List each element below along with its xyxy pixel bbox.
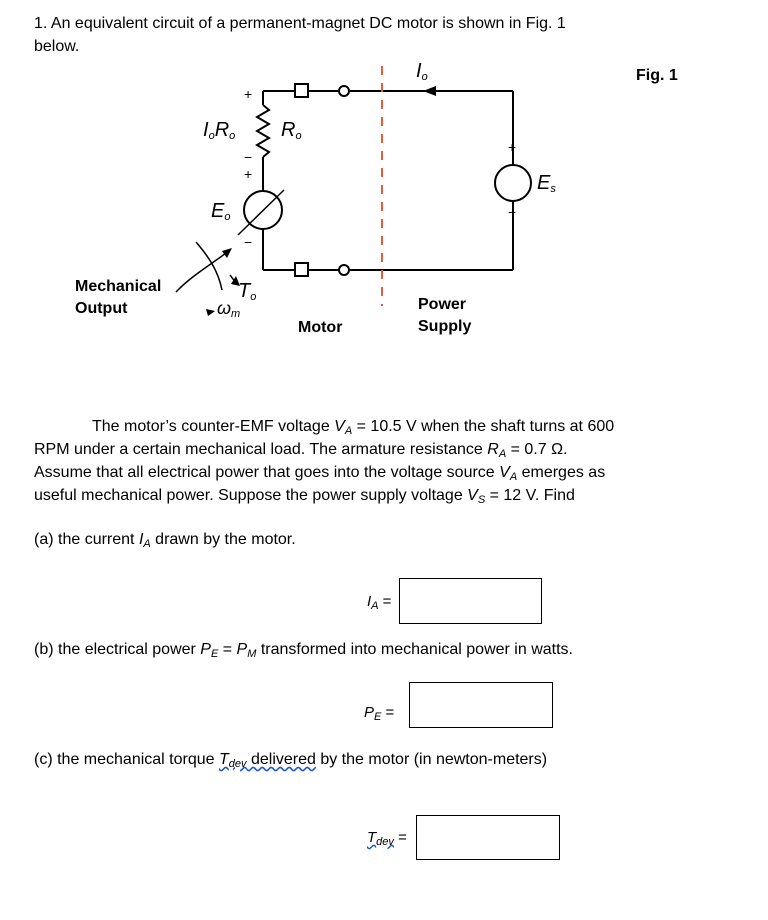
current-io-label: $I_o$ bbox=[416, 60, 428, 83]
fig-label: Fig. 1 bbox=[636, 67, 678, 84]
body-line-1: The motor’s counter-EMF voltage $V_A = 10.5$ V when the shaft turns at 600 bbox=[92, 418, 615, 437]
answer-a-label: $I_A$ = bbox=[367, 593, 392, 612]
answer-b-label: $P_E$ = bbox=[364, 704, 395, 723]
question-line-2: below. bbox=[34, 38, 80, 55]
resistor-ro bbox=[257, 105, 269, 157]
to-label: $T_o$ bbox=[238, 280, 257, 303]
ioro-label: $I_oR_o$ bbox=[203, 119, 236, 142]
current-arrow-icon bbox=[423, 86, 436, 96]
wm-label: $\omega_m$ bbox=[217, 298, 241, 320]
source-plus: + bbox=[508, 139, 517, 155]
ro-label: $R_o$ bbox=[281, 119, 302, 142]
mech-output-arrow bbox=[176, 250, 230, 292]
part-a-text: (a) the current $I_A$ drawn by the motor. bbox=[34, 531, 296, 550]
mech-arrow-head bbox=[222, 248, 232, 258]
resistor-plus: + bbox=[244, 86, 253, 102]
emf-minus: − bbox=[244, 234, 253, 250]
resistor-minus: − bbox=[244, 149, 253, 165]
omega-arrow-head bbox=[206, 309, 215, 316]
answer-c-label: $T_{dev}$ = bbox=[367, 829, 407, 848]
answer-a-input[interactable] bbox=[399, 578, 542, 624]
part-c-text: (c) the mechanical torque $T_{dev}$ delivered by the motor (in newton-meters) bbox=[34, 751, 548, 770]
terminal-node-bottom bbox=[339, 265, 349, 275]
body-line-4: useful mechanical power. Suppose the power supply voltage $V_S = 12$ V. Find bbox=[34, 487, 575, 506]
terminal-box-bottom bbox=[295, 263, 308, 276]
answer-b-input[interactable] bbox=[409, 682, 553, 728]
eo-label: $E_o$ bbox=[211, 200, 231, 223]
answer-c-input[interactable] bbox=[416, 815, 560, 860]
power-supply-label: Power Supply bbox=[418, 296, 472, 335]
mech-output-label: Mechanical Output bbox=[75, 278, 162, 317]
source-minus: − bbox=[508, 204, 517, 220]
es-label: $E_s$ bbox=[537, 172, 556, 195]
part-b-text: (b) the electrical power $P_E = P_M$ transformed into mechanical power in watts. bbox=[34, 641, 573, 660]
terminal-box-top bbox=[295, 84, 308, 97]
terminal-node-top bbox=[339, 86, 349, 96]
body-line-2: RPM under a certain mechanical load. The armature resistance $R_A = 0.7$ Ω. bbox=[34, 441, 568, 460]
body-line-3: Assume that all electrical power that goes into the voltage source $V_A$ emerges as bbox=[34, 464, 606, 483]
question-line-1: 1. An equivalent circuit of a permanent-magnet DC motor is shown in Fig. 1 bbox=[34, 15, 566, 32]
motor-label: Motor bbox=[298, 319, 343, 336]
emf-plus: + bbox=[244, 166, 253, 182]
source-es-circle bbox=[495, 165, 531, 201]
